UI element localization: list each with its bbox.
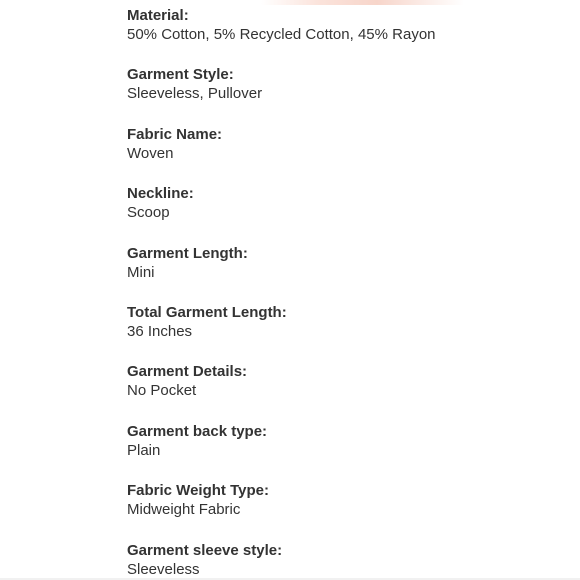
spec-total-garment-length	[127, 303, 567, 362]
product-specs-list	[127, 6, 567, 580]
spec-neckline	[127, 184, 567, 243]
top-image-edge	[0, 0, 580, 5]
spec-label: Garment back type:	[127, 422, 268, 440]
spec-label: Garment sleeve style:	[127, 541, 283, 559]
spec-label: Neckline:	[127, 185, 194, 203]
spec-label: Fabric Weight Type:	[127, 482, 269, 500]
spec-garment-sleeve-style	[127, 541, 567, 580]
spec-value: No Pocket	[127, 382, 197, 400]
spec-label: Garment Details:	[127, 363, 248, 381]
spec-value: 36 Inches	[127, 322, 193, 340]
spec-value: Scoop	[127, 204, 170, 222]
spec-label: Garment Style:	[127, 66, 234, 84]
spec-garment-style	[127, 65, 567, 124]
spec-garment-details	[127, 362, 567, 421]
spec-fabric-name	[127, 125, 567, 184]
spec-value: Sleeveless	[127, 560, 200, 578]
spec-value: Sleeveless, Pullover	[127, 85, 263, 103]
spec-garment-back-type	[127, 422, 567, 481]
spec-value: Midweight Fabric	[127, 501, 241, 519]
spec-value: 50% Cotton, 5% Recycled Cotton, 45% Rayon	[127, 26, 436, 43]
spec-material	[127, 6, 567, 65]
spec-value: Mini	[127, 263, 155, 281]
spec-label: Total Garment Length:	[127, 303, 287, 321]
spec-fabric-weight-type	[127, 481, 567, 540]
spec-value: Woven	[127, 144, 174, 162]
spec-garment-length	[127, 244, 567, 303]
spec-label: Fabric Name:	[127, 125, 223, 143]
spec-label: Garment Length:	[127, 244, 248, 262]
spec-value: Plain	[127, 441, 161, 459]
spec-label: Material:	[127, 7, 189, 24]
